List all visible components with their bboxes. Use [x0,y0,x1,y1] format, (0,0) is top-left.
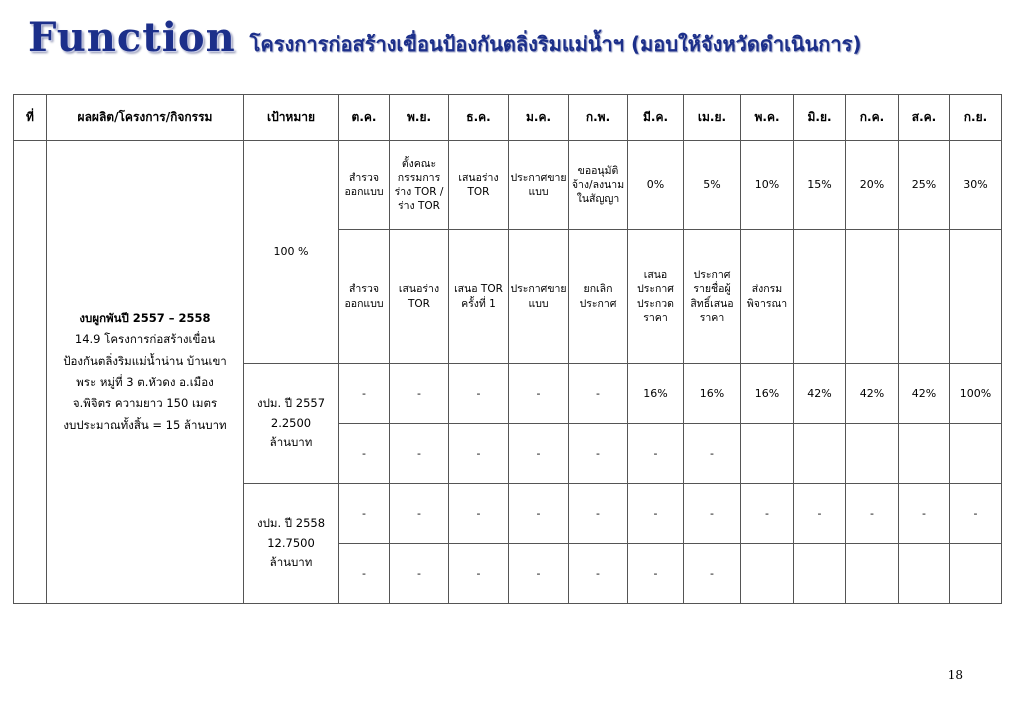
month-cell: - [569,484,628,544]
budget-2558-cell [244,484,339,604]
month-cell: - [794,484,846,544]
header-row [14,95,1002,141]
column-header: ส.ค. [899,95,950,141]
budget-label: งปม. ปี 2558 [256,516,326,531]
month-cell: สำรวจออกแบบ [339,230,390,364]
month-cell: 10% [741,141,794,230]
month-cell: - [449,424,509,484]
column-header: พ.ย. [390,95,449,141]
month-cell: สำรวจออกแบบ [339,141,390,230]
column-header: มิ.ย. [794,95,846,141]
month-cell [741,544,794,604]
budget-unit: ล้านบาท [269,435,313,450]
column-header: พ.ค. [741,95,794,141]
month-cell [950,544,1002,604]
project-plan-table [13,94,1002,604]
month-cell: - [390,544,449,604]
month-cell: - [509,424,569,484]
output-line: จ.พิจิตร ความยาว 150 เมตร [72,396,218,411]
output-line: 14.9 โครงการก่อสร้างเขื่อน [74,332,216,347]
row-number-cell [14,141,47,604]
month-cell: เสนอร่าง TOR [449,141,509,230]
month-cell: 16% [684,364,741,424]
month-cell: - [509,484,569,544]
month-cell: 42% [794,364,846,424]
month-cell [846,544,899,604]
month-cell: - [339,544,390,604]
output-cell [47,141,244,604]
month-cell: - [569,424,628,484]
slide-title [28,14,1008,70]
month-cell: 100% [950,364,1002,424]
month-cell [794,230,846,364]
month-cell: - [628,484,684,544]
month-cell: 42% [846,364,899,424]
column-header: ผลผลิต/โครงการ/กิจกรรม [47,95,244,141]
month-cell: - [449,484,509,544]
month-cell: - [628,544,684,604]
month-cell: ประกาศรายชื่อผู้สิทธิ์เสนอราคา [684,230,741,364]
month-cell: - [390,424,449,484]
month-cell [794,544,846,604]
month-cell [950,230,1002,364]
month-cell: - [846,484,899,544]
month-cell: 16% [628,364,684,424]
month-cell: - [449,544,509,604]
month-cell [899,544,950,604]
budget-heading: งบผูกพันปี 2557 – 2558 [79,311,211,326]
budget-amount: 2.2500 [270,415,312,430]
budget-unit: ล้านบาท [269,555,313,570]
title-project: โครงการก่อสร้างเขื่อนป้องกันตลิ่งริมแม่น้ำฯ (มอบให้จังหวัดดำเนินการ) [249,32,862,56]
page-number: 18 [947,668,963,682]
month-cell: - [390,364,449,424]
column-header: ก.ค. [846,95,899,141]
month-cell: - [684,484,741,544]
month-cell: 0% [628,141,684,230]
month-cell: - [741,484,794,544]
title-function: Function [28,14,236,61]
column-header: เป้าหมาย [244,95,339,141]
table-row [14,141,1002,230]
month-cell: - [950,484,1002,544]
month-cell: - [339,484,390,544]
month-cell: - [628,424,684,484]
month-cell: เสนอร่าง TOR [390,230,449,364]
column-header: ที่ [14,95,47,141]
budget-label: งปม. ปี 2557 [256,396,326,411]
month-cell: ตั้งคณะกรรมการร่าง TOR / ร่าง TOR [390,141,449,230]
month-cell: ส่งกรมพิจารณา [741,230,794,364]
budget-amount: 12.7500 [267,535,315,550]
output-line: พระ หมู่ที่ 3 ต.หัวดง อ.เมือง [76,375,214,389]
output-line: ป้องกันตลิ่งริมแม่น้ำน่าน บ้านเขา [63,353,227,368]
month-cell [846,424,899,484]
month-cell [794,424,846,484]
target-cell: 100 % [244,141,339,364]
month-cell: - [684,544,741,604]
month-cell: ประกาศขายแบบ [509,141,569,230]
column-header: ม.ค. [509,95,569,141]
column-header: มี.ค. [628,95,684,141]
month-cell: - [509,364,569,424]
column-header: เม.ย. [684,95,741,141]
column-header: ธ.ค. [449,95,509,141]
month-cell: - [509,544,569,604]
month-cell: - [339,364,390,424]
month-cell: 42% [899,364,950,424]
month-cell: 15% [794,141,846,230]
month-cell [741,424,794,484]
month-cell: เสนอ TOR ครั้งที่ 1 [449,230,509,364]
month-cell: - [569,544,628,604]
month-cell: ประกาศขายแบบ [509,230,569,364]
month-cell [846,230,899,364]
month-cell: ขออนุมัติจ้าง/ลงนามในสัญญา [569,141,628,230]
month-cell: - [390,484,449,544]
column-header: ก.ย. [950,95,1002,141]
month-cell: เสนอประกาศประกวดราคา [628,230,684,364]
month-cell: 5% [684,141,741,230]
month-cell: - [899,484,950,544]
column-header: ก.พ. [569,95,628,141]
month-cell: - [569,364,628,424]
budget-2557-cell [244,364,339,484]
month-cell: ยกเลิกประกาศ [569,230,628,364]
month-cell: 30% [950,141,1002,230]
month-cell [899,424,950,484]
month-cell [899,230,950,364]
month-cell [950,424,1002,484]
column-header: ต.ค. [339,95,390,141]
month-cell: - [684,424,741,484]
month-cell: 25% [899,141,950,230]
output-line: งบประมาณทั้งสิ้น = 15 ล้านบาท [63,417,227,432]
month-cell: 16% [741,364,794,424]
month-cell: 20% [846,141,899,230]
month-cell: - [339,424,390,484]
month-cell: - [449,364,509,424]
